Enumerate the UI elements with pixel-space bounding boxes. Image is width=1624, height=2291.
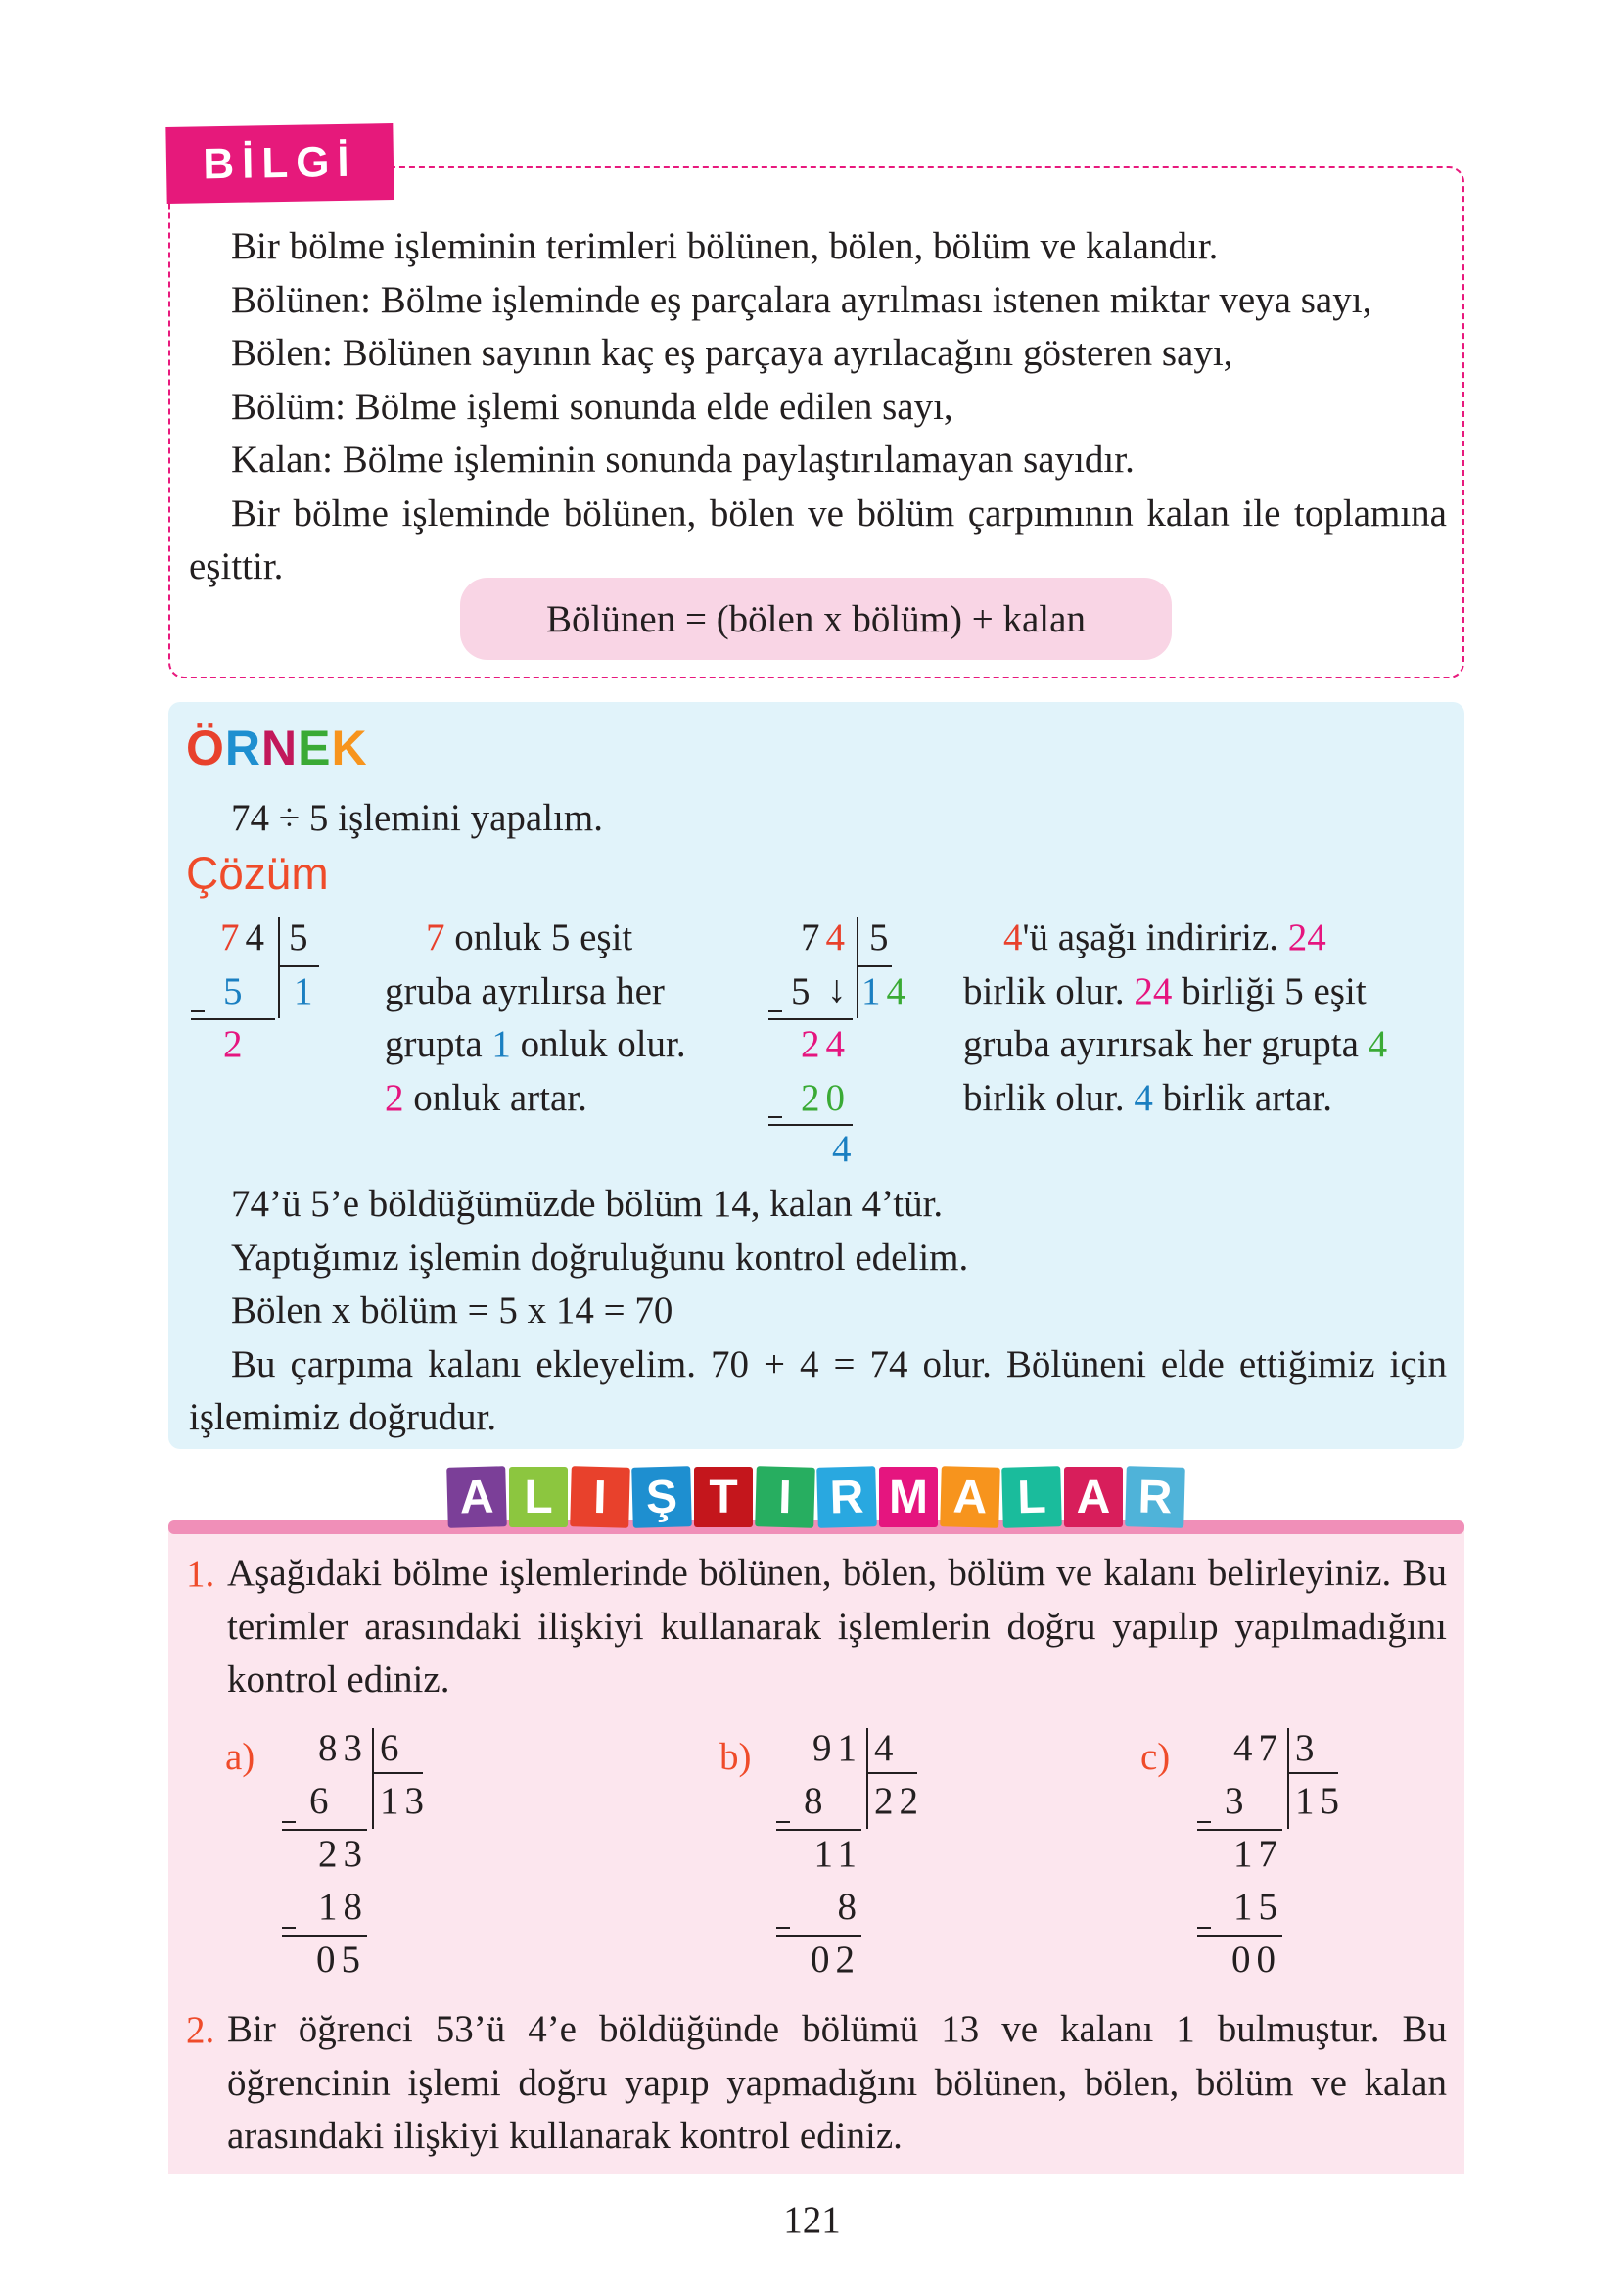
question-text: Bir öğrenci 53’ü 4’e böldüğünde bölümü 13 ve kalanı 1 bulmuştur. Bu öğrencinin işlemi doğru yapıp yapmadığını bölünen, bölen, bölüm ve kalan arasındaki ilişkiyi kullanarak kontrol ediniz.	[227, 2008, 1447, 2157]
division-bar	[866, 1728, 868, 1829]
info-line: Kalan: Bölme işleminin sonunda paylaştırılamayan sayıdır.	[231, 439, 1135, 481]
partial-dividend: 11	[813, 1833, 862, 1875]
subtraction-line	[776, 1829, 861, 1831]
quotient-tens: 1	[861, 970, 887, 1012]
highlight-number: 4	[1003, 916, 1023, 958]
question-text: Aşağıdaki bölme işlemlerinde bölünen, bölen, bölüm ve kalanı belirleyiniz. Bu terimler arasındaki ilişkiyi kullanarak işlemlerin doğru yapılıp yapılmadığını kontrol ediniz.	[227, 1552, 1447, 1701]
text: onluk artar.	[403, 1077, 587, 1119]
banner-letter-tile: A	[1064, 1467, 1123, 1527]
minus-sign	[768, 1010, 782, 1012]
minus-sign	[776, 1927, 790, 1929]
remainder: 4	[832, 1128, 858, 1170]
banner-letter-tile: R	[816, 1466, 877, 1528]
subtraction-line	[776, 1935, 861, 1937]
banner-letter-tile: R	[1125, 1466, 1185, 1528]
arrow-down-icon: ↓	[827, 968, 853, 1010]
quotient: 15	[1295, 1780, 1345, 1822]
conclusion-line: 74’ü 5’e böldüğümüzde bölüm 14, kalan 4’tür.	[231, 1183, 944, 1225]
minus-sign	[282, 1927, 296, 1929]
title-letter: K	[331, 721, 368, 775]
quotient: 13	[380, 1780, 430, 1822]
exercise-label: a)	[225, 1736, 255, 1778]
dividend: 83	[318, 1727, 368, 1769]
banner-letter-tile: T	[694, 1467, 753, 1527]
division-bar	[857, 917, 858, 1018]
title-letter: R	[224, 721, 262, 775]
question-2-text	[227, 2003, 1447, 2164]
title-letter: Ö	[186, 721, 225, 775]
formula-pill: Bölünen = (bölen x bölüm) + kalan	[460, 578, 1172, 660]
subtrahend: 5	[791, 970, 816, 1012]
divisor: 3	[1295, 1727, 1321, 1769]
highlight-number: 2	[385, 1077, 404, 1119]
text: 'ü aşağı indiririz.	[1022, 916, 1288, 958]
partial-dividend: 23	[318, 1833, 368, 1875]
text: birliği 5 eşit	[1172, 970, 1367, 1012]
highlight-number: 1	[491, 1023, 511, 1065]
title-letter: N	[261, 721, 299, 775]
info-line: Bölüm: Bölme işlemi sonunda elde edilen sayı,	[231, 385, 953, 428]
banner-letter-tile: L	[509, 1467, 568, 1527]
info-text	[189, 220, 1447, 594]
quotient: 22	[874, 1780, 924, 1822]
subtrahend: 8	[804, 1780, 829, 1822]
banner-letter-tile: A	[446, 1466, 507, 1528]
exercise-division-0	[225, 1723, 460, 1981]
exercise-division-1	[719, 1723, 954, 1981]
division-bar	[1287, 1728, 1289, 1829]
minus-sign	[776, 1821, 790, 1823]
text: gruba ayırırsak her grupta	[963, 1023, 1369, 1065]
divisor-line	[1287, 1772, 1338, 1774]
partial-dividend: 24	[801, 1023, 851, 1065]
example-problem: 74 ÷ 5 işlemini yapalım.	[231, 797, 603, 839]
divisor-line	[857, 965, 892, 967]
example-conclusion	[189, 1178, 1447, 1445]
banner-letter-tile: M	[879, 1467, 938, 1527]
divisor: 4	[874, 1727, 900, 1769]
info-line: Bölen: Bölünen sayının kaç eş parçaya ayrılacağını gösteren sayı,	[231, 332, 1233, 374]
subtraction-line	[282, 1829, 367, 1831]
example-title	[186, 720, 368, 776]
minus-sign	[191, 1010, 205, 1012]
subtrahend-2: 18	[318, 1886, 368, 1928]
divisor: 5	[289, 916, 314, 958]
highlight-number: 4	[1368, 1023, 1388, 1065]
subtrahend-2: 8	[837, 1886, 862, 1928]
division-bar	[278, 917, 280, 1018]
page-number: 121	[783, 2199, 841, 2241]
remainder: 05	[316, 1939, 366, 1981]
info-line: Bölünen: Bölme işleminde eş parçalara ayrılması istenen miktar veya sayı,	[231, 278, 1372, 321]
divisor: 5	[869, 916, 895, 958]
banner-letter-tile: I	[755, 1466, 815, 1528]
info-tag: BİLGİ	[165, 123, 394, 204]
text: birlik artar.	[1152, 1077, 1332, 1119]
dividend-ones: 4	[245, 916, 270, 958]
text: gruba ayrılırsa her	[385, 970, 665, 1012]
minus-sign	[1197, 1927, 1211, 1929]
exercises-banner	[447, 1467, 1184, 1527]
quotient: 1	[294, 970, 319, 1012]
remainder: 02	[811, 1939, 860, 1981]
text: birlik olur.	[963, 1077, 1135, 1119]
highlight-number: 4	[1134, 1077, 1153, 1119]
division-bar	[372, 1728, 374, 1829]
subtraction-line	[1197, 1829, 1282, 1831]
subtrahend: 5	[223, 970, 249, 1012]
banner-letter-tile: A	[940, 1466, 1000, 1528]
question-number: 1.	[186, 1553, 215, 1595]
conclusion-line: Bölen x bölüm = 5 x 14 = 70	[231, 1289, 673, 1332]
subtraction-line	[768, 1018, 853, 1020]
subtraction-line	[768, 1124, 853, 1126]
subtraction-line	[282, 1935, 367, 1937]
subtrahend-2: 15	[1233, 1886, 1283, 1928]
dividend-tens: 7	[801, 916, 826, 958]
subtraction-line	[191, 1018, 275, 1020]
dividend-tens: 7	[220, 916, 246, 958]
dividend: 91	[812, 1727, 862, 1769]
quotient-ones: 4	[886, 970, 911, 1012]
banner-letter-tile: Ş	[631, 1466, 692, 1528]
conclusion-line: Yaptığımız işlemin doğruluğunu kontrol edelim.	[231, 1236, 969, 1279]
title-letter: E	[298, 721, 332, 775]
divisor-line	[866, 1772, 917, 1774]
text: onluk olur.	[510, 1023, 686, 1065]
minus-sign	[768, 1116, 782, 1118]
info-line: Bir bölme işleminin terimleri bölünen, bölen, bölüm ve kalandır.	[231, 225, 1219, 267]
exercise-label: c)	[1140, 1736, 1171, 1778]
remainder: 2	[223, 1023, 249, 1065]
minus-sign	[282, 1821, 296, 1823]
subtraction-line	[1197, 1935, 1282, 1937]
info-line: Bir bölme işleminde bölünen, bölen ve bölüm çarpımının kalan ile toplamına eşittir.	[189, 491, 1447, 587]
exercise-division-2	[1140, 1723, 1375, 1981]
highlight-number: 24	[1287, 916, 1326, 958]
divisor-line	[278, 965, 319, 967]
dividend-ones: 4	[825, 916, 851, 958]
partial-dividend: 17	[1233, 1833, 1283, 1875]
highlight-number: 24	[1134, 970, 1173, 1012]
question-1-text	[227, 1547, 1447, 1707]
question-number: 2.	[186, 2009, 215, 2051]
subtrahend: 6	[309, 1780, 335, 1822]
banner-letter-tile: I	[570, 1466, 630, 1528]
subtrahend-2: 20	[801, 1077, 851, 1119]
conclusion-line: Bu çarpıma kalanı ekleyelim. 70 + 4 = 74 olur. Bölüneni elde ettiğimiz için işlemimiz doğrudur.	[189, 1342, 1447, 1438]
solution-label: Çözüm	[186, 848, 329, 899]
minus-sign	[1197, 1821, 1211, 1823]
banner-letter-tile: L	[1001, 1466, 1062, 1528]
text: birlik olur.	[963, 970, 1135, 1012]
text: onluk 5 eşit	[444, 916, 633, 958]
dividend: 47	[1233, 1727, 1283, 1769]
text: grupta	[385, 1023, 492, 1065]
divisor-line	[372, 1772, 423, 1774]
subtrahend: 3	[1225, 1780, 1250, 1822]
divisor: 6	[380, 1727, 405, 1769]
remainder: 00	[1231, 1939, 1281, 1981]
highlight-number: 7	[426, 916, 445, 958]
exercise-label: b)	[719, 1736, 752, 1778]
